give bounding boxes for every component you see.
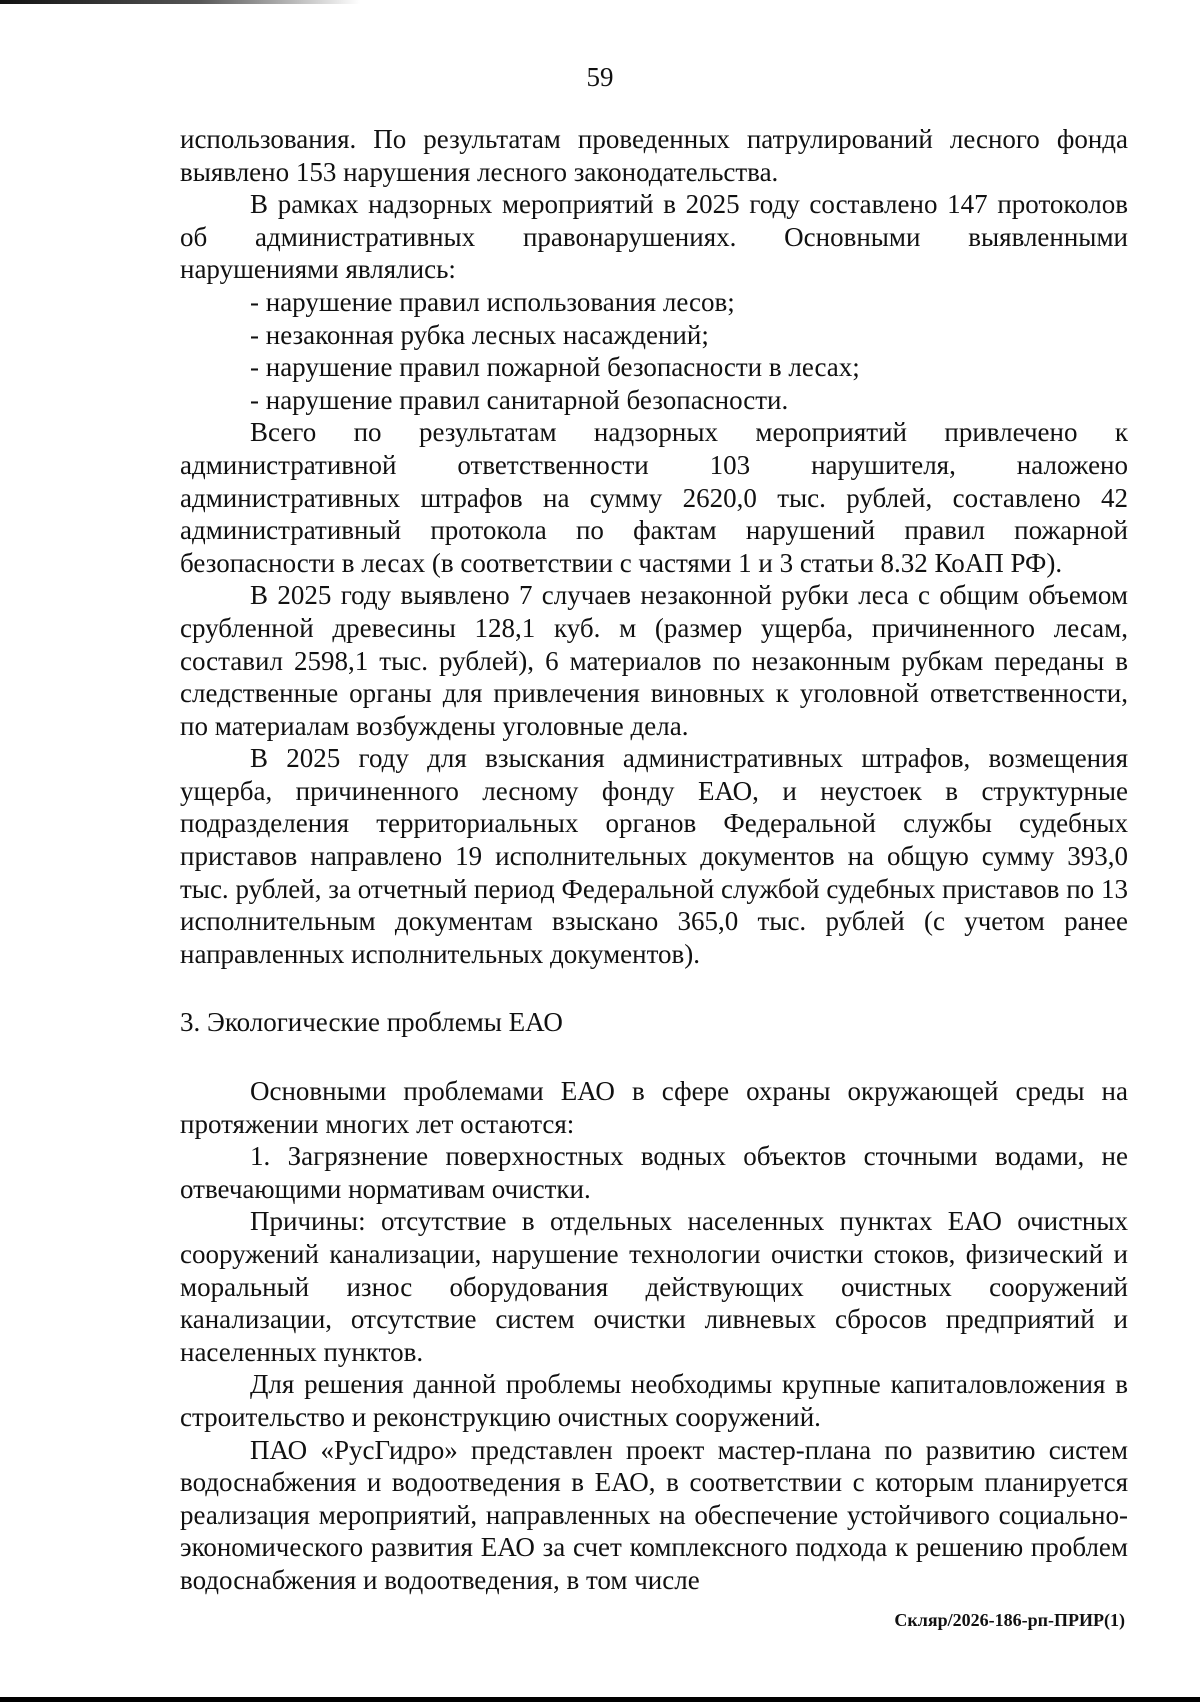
list-item: - нарушение правил пожарной безопасности в лесах; bbox=[250, 352, 860, 383]
list-item: - нарушение правил санитарной безопасности. bbox=[250, 384, 789, 415]
paragraph-continuation: использования. По результатам проведенных патрулирований лесного фонда выявлено 153 нарушения лесного законодательства. bbox=[180, 124, 1128, 187]
paragraph-illegal-logging: В 2025 году выявлено 7 случаев незаконной рубки леса с общим объемом срубленной древесины 128,1 куб. м (размер ущерба, причиненного лесам, составил 2598,1 тыс. рублей), 6 материалов по незаконным рубкам переданы в следственные органы для привлечения виновных к уголовной ответственности, по материалам возбуждены уголовные дела. bbox=[180, 580, 1128, 741]
footer-reference: Скляр/2026-186-рп-ПРИР(1) bbox=[894, 1610, 1125, 1630]
page-number: 59 bbox=[586, 62, 614, 92]
list-item: - незаконная рубка лесных насаждений; bbox=[250, 319, 709, 350]
paragraph-bailiffs: В 2025 году для взыскания административных штрафов, возмещения ущерба, причиненного лесному фонду ЕАО, и неустоек в структурные подразделения территориальных органов Федеральной службы судебных приставов направлено 19 исполнительных документов на общую сумму 393,0 тыс. рублей, за отчетный период Федеральной службой судебных приставов по 13 исполнительным документам взыскано 365,0 тыс. рублей (с учетом ранее направленных исполнительных документов). bbox=[180, 743, 1128, 969]
scan-edge-bottom bbox=[0, 1697, 1200, 1702]
paragraph-investments: Для решения данной проблемы необходимы крупные капиталовложения в строительство и реконструкцию очистных сооружений. bbox=[180, 1369, 1128, 1432]
paragraph-protocols: В рамках надзорных мероприятий в 2025 году составлено 147 протоколов об административных правонарушениях. Основными выявленными нарушениями являлись: bbox=[180, 189, 1128, 285]
paragraph-water-pollution: 1. Загрязнение поверхностных водных объектов сточными водами, не отвечающими нормативам очистки. bbox=[180, 1141, 1128, 1204]
document-body bbox=[180, 123, 1128, 1597]
section-heading: 3. Экологические проблемы ЕАО bbox=[180, 1007, 563, 1038]
paragraph-causes: Причины: отсутствие в отдельных населенных пунктах ЕАО очистных сооружений канализации, нарушение технологии очистки стоков, физический и моральный износ оборудования действующих очистных сооружений канализации, отсутствие систем очистки ливневых сбросов предприятий и населенных пунктов. bbox=[180, 1206, 1128, 1367]
list-item: - нарушение правил использования лесов; bbox=[250, 286, 735, 317]
scan-edge-top bbox=[0, 0, 360, 4]
paragraph-rushydro: ПАО «РусГидро» представлен проект мастер-плана по развитию систем водоснабжения и водоотведения в ЕАО, в соответствии с которым планируется реализация мероприятий, направленных на обеспечение устойчивого социально-экономического развития ЕАО за счет комплексного подхода к решению проблем водоснабжения и водоотведения, в том числе bbox=[180, 1434, 1128, 1595]
paragraph-fines: Всего по результатам надзорных мероприятий привлечено к административной ответственности 103 нарушителя, наложено административных штрафов на сумму 2620,0 тыс. рублей, составлено 42 административный протокола по фактам нарушений правил пожарной безопасности в лесах (в соответствии с частями 1 и 3 статьи 8.32 КоАП РФ). bbox=[180, 417, 1128, 578]
paragraph-main-problems: Основными проблемами ЕАО в сфере охраны окружающей среды на протяжении многих лет остаются: bbox=[180, 1076, 1128, 1139]
